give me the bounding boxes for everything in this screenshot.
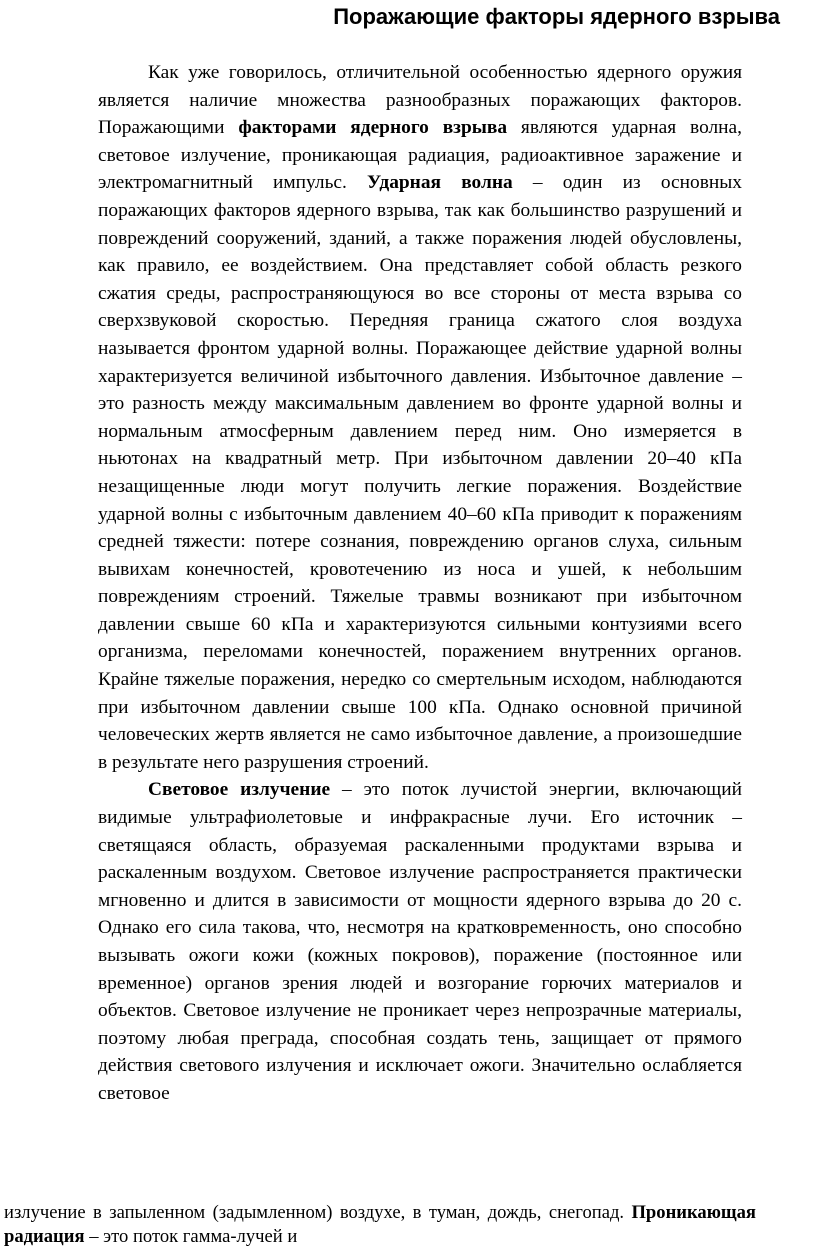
footer-line [4,1201,756,1249]
paragraph-light-radiation [98,776,742,1107]
paragraph-shock-wave [98,59,742,776]
page-title: Поражающие факторы ядерного взрыва [333,4,780,29]
document-body [98,59,742,1108]
bold-term: факторами ядерного взрыва [238,117,508,139]
bold-term: Ударная волна [367,172,513,194]
bold-term: Проникающая радиация [4,1202,756,1247]
footer-text: излучение в запыленном (задымленном) воздухе, в туман, дождь, снегопад. [4,1202,632,1223]
paragraph-text: – один из основных поражающих факторов ядерного взрыва, так как большинство разрушений и повреждений сооружений, зданий, а также поражения людей обусловлены, как правило, ее воздействием. Она представляет собой область резкого сжатия среды, распространяющуюся во все стороны от места взрыва со сверхзвуковой скоростью. Передняя граница сжатого слоя воздуха называется фронтом ударной волны. Поражающее действие ударной волны характеризуется величиной избыточного давления. Избыточное давление – это разность между максимальным давлением во фронте ударной волны и нормальным атмосферным давлением перед ним. Оно измеряется в ньютонах на квадратный метр. При избыточном давлении 20–40 кПа незащищенные люди могут получить легкие поражения. Воздействие ударной волны с избыточным давлением 40–60 кПа приводит к поражениям средней тяжести: потере сознания, повреждению органов слуха, сильным вывихам конечностей, кровотечению из носа и ушей, к небольшим повреждениям строений. Тяжелые травмы возникают при избыточном давлении свыше 60 кПа и характеризуются сильными контузиями всего организма, переломами конечностей, поражением внутренних органов. Крайне тяжелые поражения, нередко со смертельным исходом, наблюдаются при избыточном давлении свыше 100 кПа. Однако основной причиной человеческих жертв является не само избыточное давление, а произошедшие в результате него разрушения строений. [98,172,742,773]
paragraph-text: – это поток лучистой энергии, включающий видимые ультрафиолетовые и инфракрасные лучи. Его источник – светящаяся область, образуемая раскаленными продуктами взрыва и раскаленным воздухом. Световое излучение распространяется практически мгновенно и длится в зависимости от мощности ядерного взрыва до 20 с. Однако его сила такова, что, несмотря на кратковременность, оно способно вызывать ожоги кожи (кожных покровов), поражение (постоянное или временное) органов зрения людей и возгорание горючих материалов и объектов. Световое излучение не проникает через непрозрачные материалы, поэтому любая преграда, способная создать тень, защищает от прямого действия светового излучения и исключает ожоги. Значительно ослабляется световое [98,779,742,1104]
bold-term: Световое излучение [148,779,331,801]
paragraph-text: являются ударная волна, световое излучение, проникающая радиация, радиоактивное заражение и электромагнитный импульс. [98,117,743,194]
page-footer-text [4,1201,756,1249]
footer-text: – это поток гамма-лучей и [84,1226,298,1247]
paragraph-text: Как уже говорилось, отличительной особенностью ядерного оружия является наличие множества разнообразных поражающих факторов. Поражающими [98,62,742,139]
